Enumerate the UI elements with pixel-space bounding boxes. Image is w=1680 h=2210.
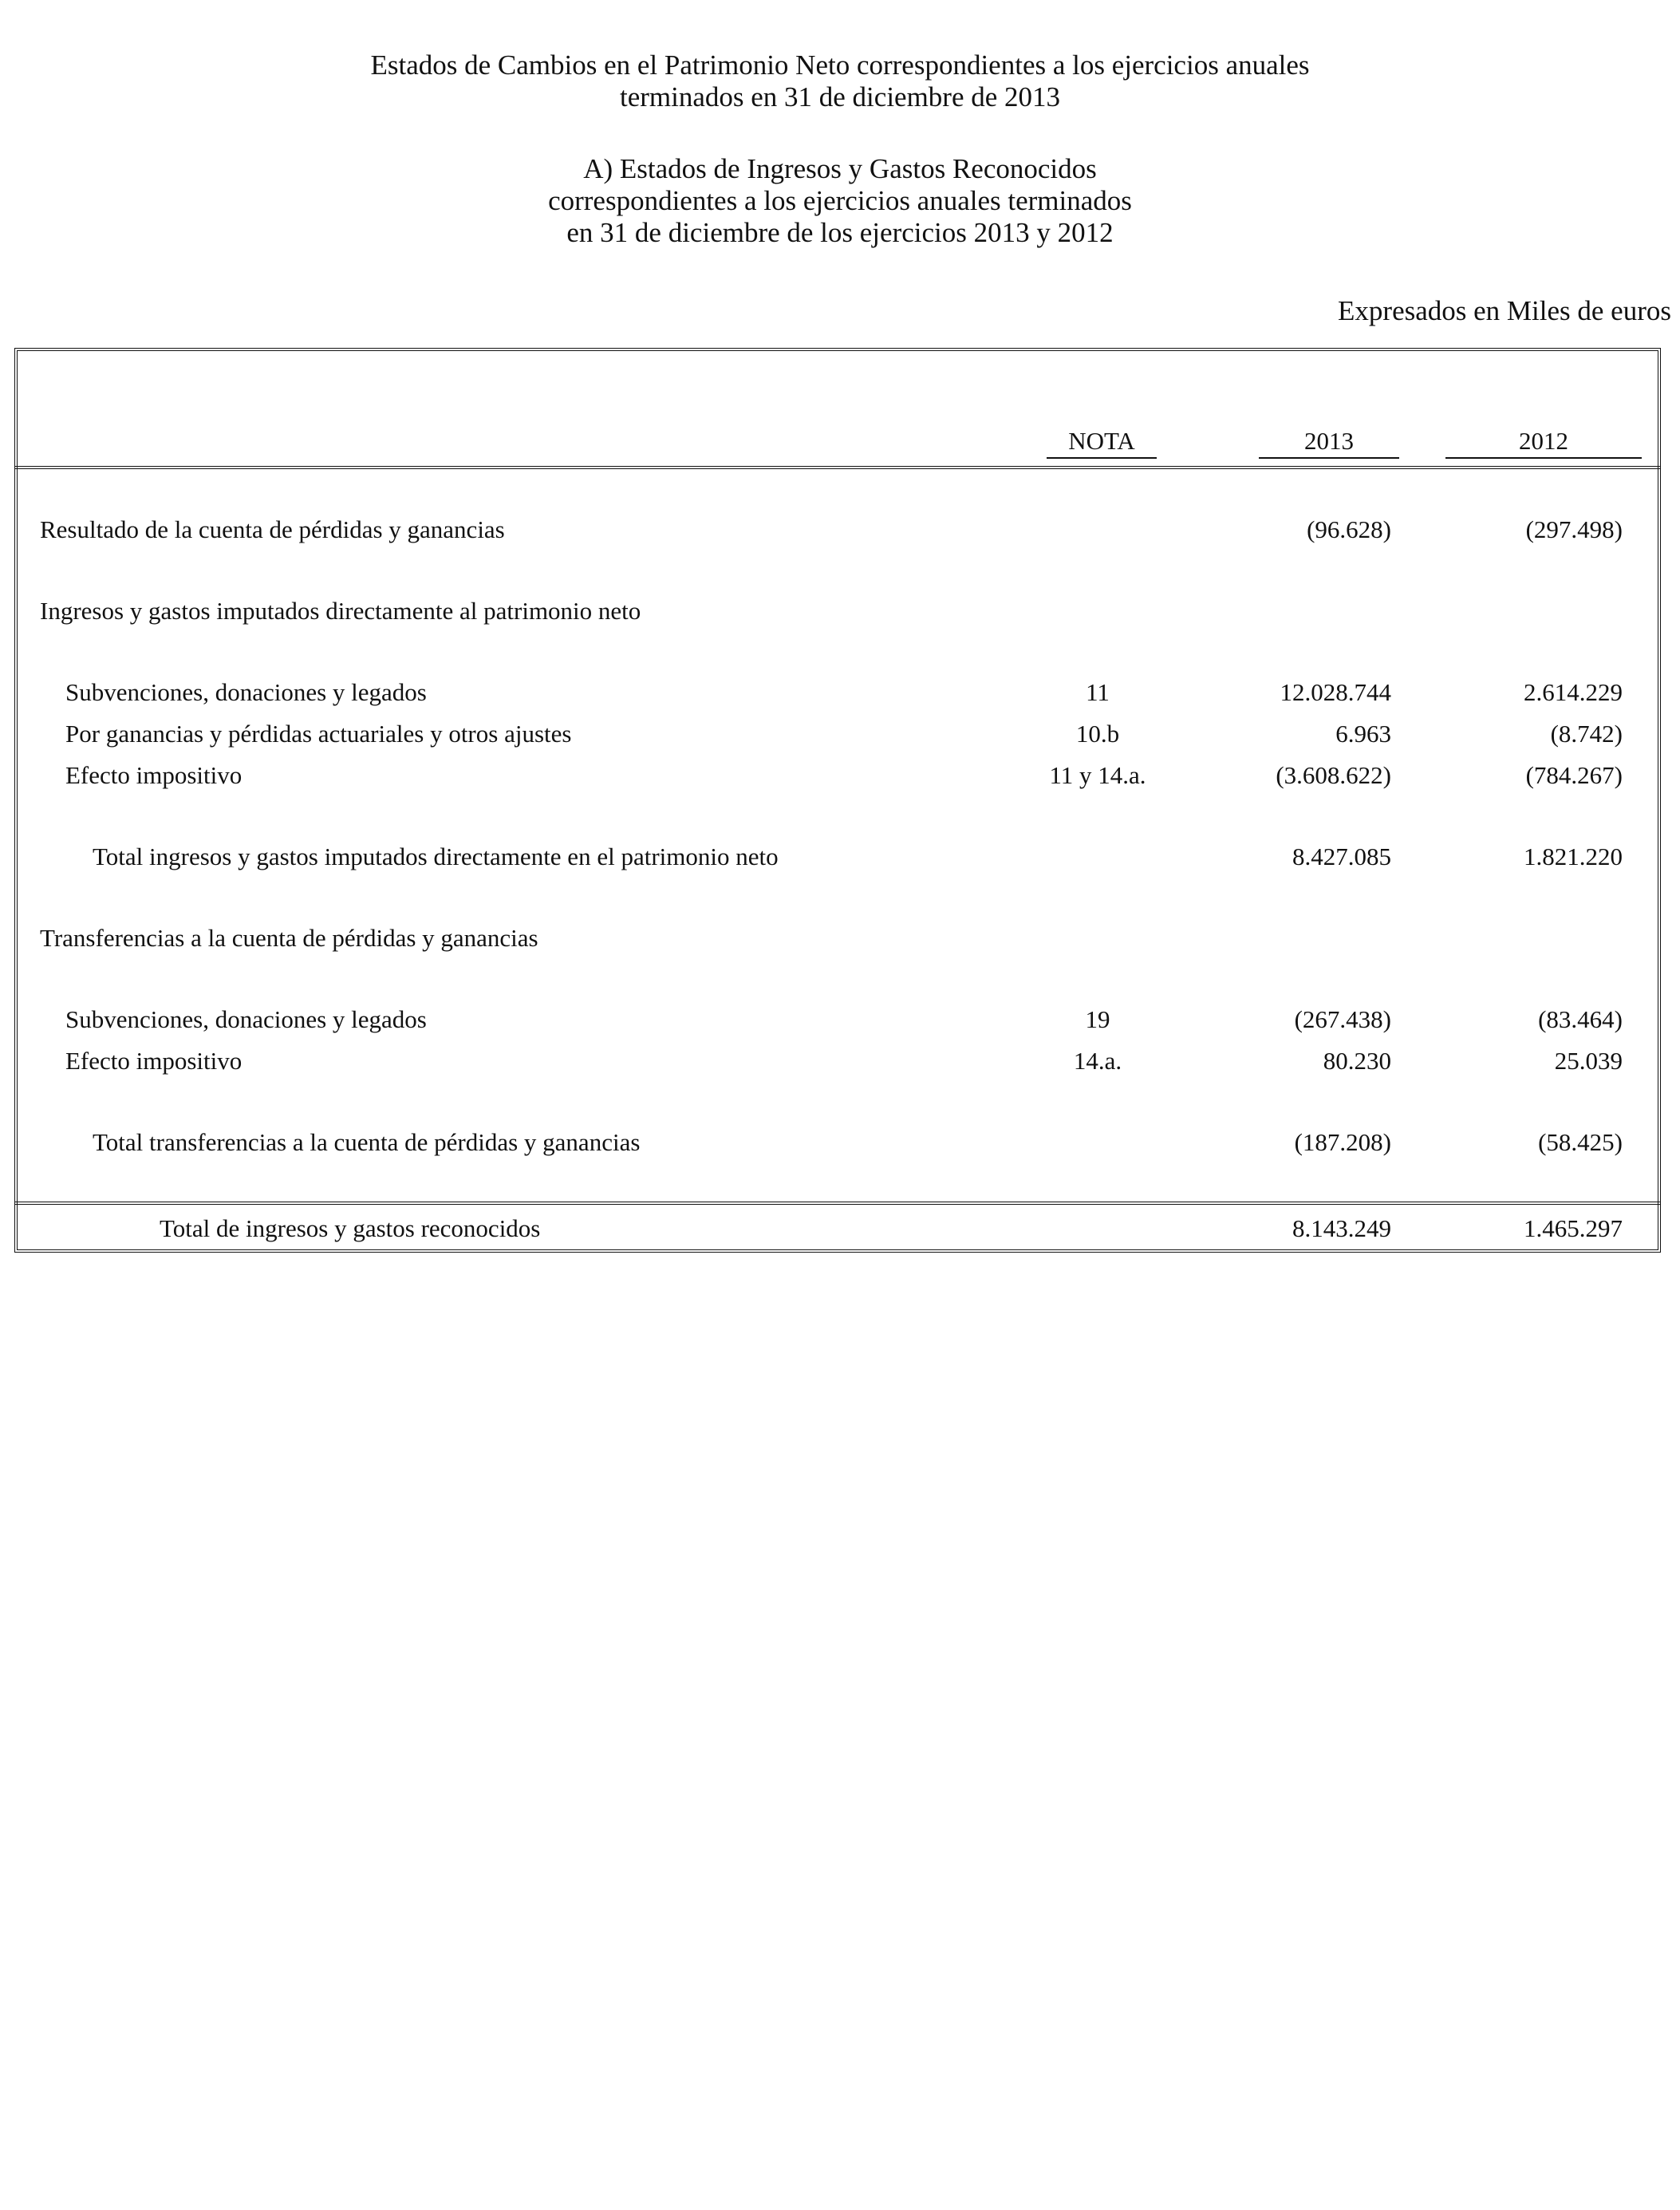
row-nota: 11 y 14.a. (1049, 761, 1146, 789)
row-value-2013: 8.427.085 (1292, 843, 1391, 870)
section-title-line-3: en 31 de diciembre de los ejercicios 2013 y 2012 (566, 217, 1114, 248)
row-value-2013: (3.608.622) (1276, 761, 1391, 789)
table-row (0, 760, 1680, 791)
row-value-2012: 1.821.220 (1524, 843, 1623, 870)
header-separator (14, 466, 1661, 469)
row-value-2013: 12.028.744 (1280, 678, 1391, 706)
row-nota: 19 (1085, 1005, 1110, 1033)
table-row (0, 1045, 1680, 1077)
row-value-2012: 2.614.229 (1524, 678, 1623, 706)
row-label: Resultado de la cuenta de pérdidas y ganancias (40, 515, 505, 543)
statement-table (14, 348, 1661, 1253)
row-value-2012: (784.267) (1525, 761, 1623, 789)
row-value-2012: 1.465.297 (1524, 1214, 1623, 1242)
table-row (0, 595, 1680, 627)
row-label: Subvenciones, donaciones y legados (65, 678, 427, 706)
column-header-nota: NOTA (1047, 425, 1157, 459)
column-header-2012: 2012 (1445, 425, 1642, 459)
row-label: Ingresos y gastos imputados directamente al patrimonio neto (40, 597, 641, 625)
section-title-line-1: A) Estados de Ingresos y Gastos Reconocidos (583, 153, 1097, 184)
row-nota: 11 (1086, 678, 1110, 706)
document-title-line-1: Estados de Cambios en el Patrimonio Neto correspondientes a los ejercicios anuales (370, 49, 1310, 81)
row-value-2013: 80.230 (1323, 1047, 1391, 1075)
row-value-2012: (83.464) (1538, 1005, 1623, 1033)
row-label: Total de ingresos y gastos reconocidos (160, 1214, 541, 1242)
row-value-2013: (96.628) (1307, 515, 1391, 543)
units-label: Expresados en Miles de euros (1338, 295, 1671, 326)
row-value-2013: (267.438) (1294, 1005, 1391, 1033)
table-row (0, 841, 1680, 873)
row-value-2012: (297.498) (1525, 515, 1623, 543)
total-separator (14, 1202, 1661, 1205)
table-row-total (0, 1213, 1680, 1245)
table-row (0, 1004, 1680, 1036)
row-label: Efecto impositivo (65, 761, 243, 789)
table-row (0, 514, 1680, 546)
document-title-line-2: terminados en 31 de diciembre de 2013 (619, 81, 1061, 112)
row-value-2012: (58.425) (1538, 1128, 1623, 1156)
row-label: Total ingresos y gastos imputados directamente en el patrimonio neto (93, 843, 779, 870)
table-row (0, 922, 1680, 954)
column-header-2013: 2013 (1259, 425, 1399, 459)
row-label: Subvenciones, donaciones y legados (65, 1005, 427, 1033)
row-value-2013: (187.208) (1294, 1128, 1391, 1156)
row-label: Por ganancias y pérdidas actuariales y otros ajustes (65, 720, 572, 748)
table-row (0, 677, 1680, 708)
section-title-line-2: correspondientes a los ejercicios anuales terminados (548, 185, 1132, 216)
row-label: Transferencias a la cuenta de pérdidas y ganancias (40, 924, 538, 952)
table-row (0, 718, 1680, 750)
row-value-2013: 8.143.249 (1292, 1214, 1391, 1242)
table-row (0, 1127, 1680, 1158)
row-label: Efecto impositivo (65, 1047, 243, 1075)
row-nota: 14.a. (1073, 1047, 1122, 1075)
row-label: Total transferencias a la cuenta de pérdidas y ganancias (93, 1128, 641, 1156)
row-nota: 10.b (1075, 720, 1120, 748)
row-value-2013: 6.963 (1335, 720, 1391, 748)
row-value-2012: (8.742) (1550, 720, 1623, 748)
row-value-2012: 25.039 (1554, 1047, 1623, 1075)
